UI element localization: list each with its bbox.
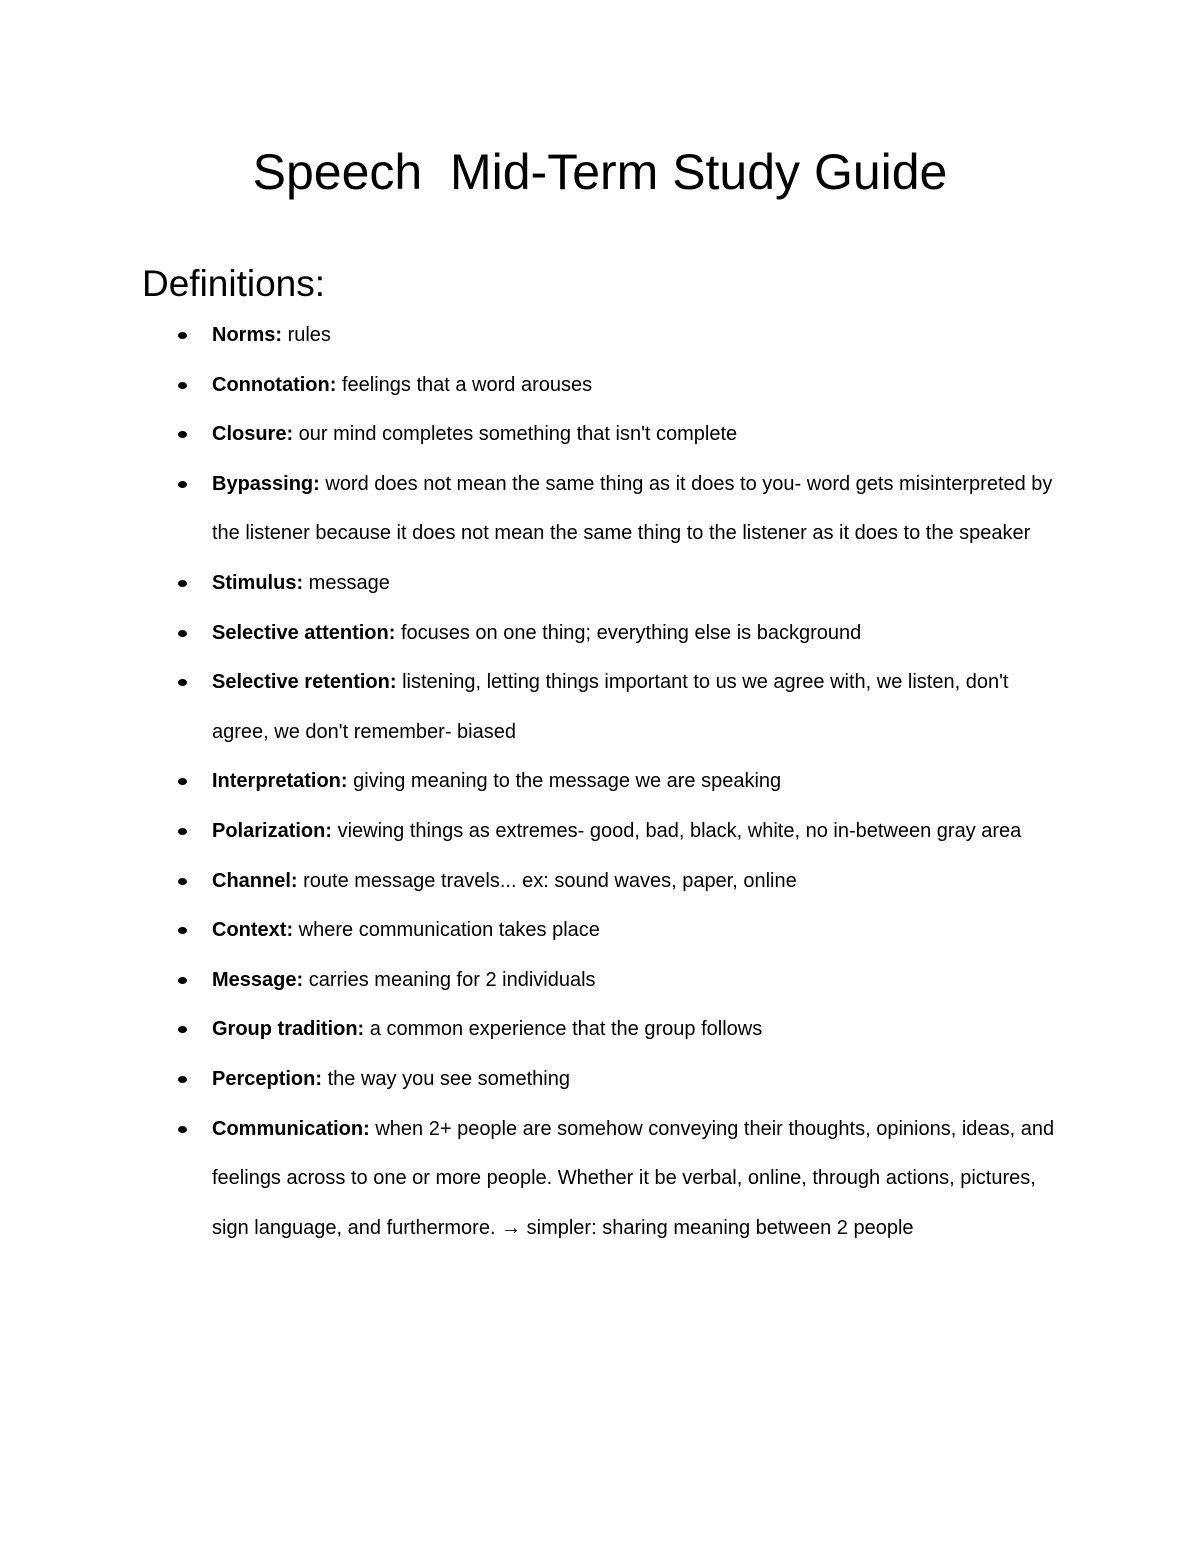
bullet-icon [178,977,187,984]
bullet-icon [178,828,187,835]
bullet-icon [178,878,187,885]
list-item-message [0,956,1062,1006]
definition-term: Polarization: [212,819,333,842]
definition-term: Bypassing: [212,472,320,495]
bullet-icon [178,927,187,934]
definition-term: Message: [212,968,304,991]
definition-text: giving meaning to the message we are speaking [347,770,782,793]
bullet-icon [178,382,187,389]
list-item-closure [0,410,1062,460]
definition-term: Interpretation: [212,770,348,793]
bullet-icon [178,778,187,785]
definition-text: carries meaning for 2 individuals [303,968,596,991]
definition-term: Communication: [212,1117,370,1140]
bullet-icon [178,431,187,438]
definition-text: word does not mean the same thing as it does to you- word gets misinterpreted by the listener because it does not mean the same thing to the listener as it does to the speaker [212,472,1053,545]
definition-term: Group tradition: [212,1018,365,1041]
list-item-connotation [0,361,1062,411]
definition-text: feelings that a word arouses [336,373,593,396]
definition-text: our mind completes something that isn't complete [293,423,738,446]
definition-term: Channel: [212,869,298,892]
list-item-context [0,906,1062,956]
bullet-icon [178,481,187,488]
definition-text: message [303,571,390,594]
definition-text: route message travels... ex: sound waves, paper, online [297,869,797,892]
document-title: Speech Mid-Term Study Guide [252,144,948,200]
definition-text: when 2+ people are somehow conveying their thoughts, opinions, ideas, and feelings across to one or more people. Whether it be verbal, online, through actions, pictures, sign language, and furthermore. → simpler: sharing meaning between 2 people [212,1117,1055,1239]
definition-term: Selective attention: [212,621,396,644]
definition-term: Stimulus: [212,571,304,594]
definition-text: a common experience that the group follows [364,1018,763,1041]
list-item-stimulus [0,559,1062,609]
bullet-icon [178,332,187,339]
definition-text: focuses on one thing; everything else is background [395,621,862,644]
bullet-icon [178,1026,187,1033]
definition-text: listening, letting things important to us we agree with, we listen, don't agree, we don't remember- biased [212,671,1009,743]
list-item-polarization [0,807,1062,857]
definition-term: Connotation: [212,373,337,396]
definition-term: Perception: [212,1067,323,1090]
list-item-norms [0,311,1062,361]
definition-text: the way you see something [322,1067,570,1090]
list-item-perception [0,1055,1062,1105]
bullet-icon [178,1076,187,1083]
list-item-group-tradition [0,1005,1062,1055]
list-item-communication [0,1105,1062,1254]
definition-term: Context: [212,919,294,942]
bullet-icon [178,580,187,587]
list-item-interpretation [0,757,1062,807]
section-heading-definitions: Definitions: [142,263,326,304]
definition-term: Selective retention: [212,671,397,694]
list-item-bypassing [0,460,1062,559]
list-item-selective-retention [0,658,1062,757]
definition-term: Norms: [212,324,283,346]
list-item-selective-attention [0,609,1062,659]
bullet-icon [178,679,187,686]
definition-text: where communication takes place [293,919,600,942]
definition-text: rules [282,324,331,346]
definition-text: viewing things as extremes- good, bad, black, white, no in-between gray area [332,819,1022,842]
list-item-channel [0,857,1062,907]
bullet-icon [178,1126,187,1133]
definitions-list [0,311,1200,1253]
definition-term: Closure: [212,423,294,446]
bullet-icon [178,630,187,637]
